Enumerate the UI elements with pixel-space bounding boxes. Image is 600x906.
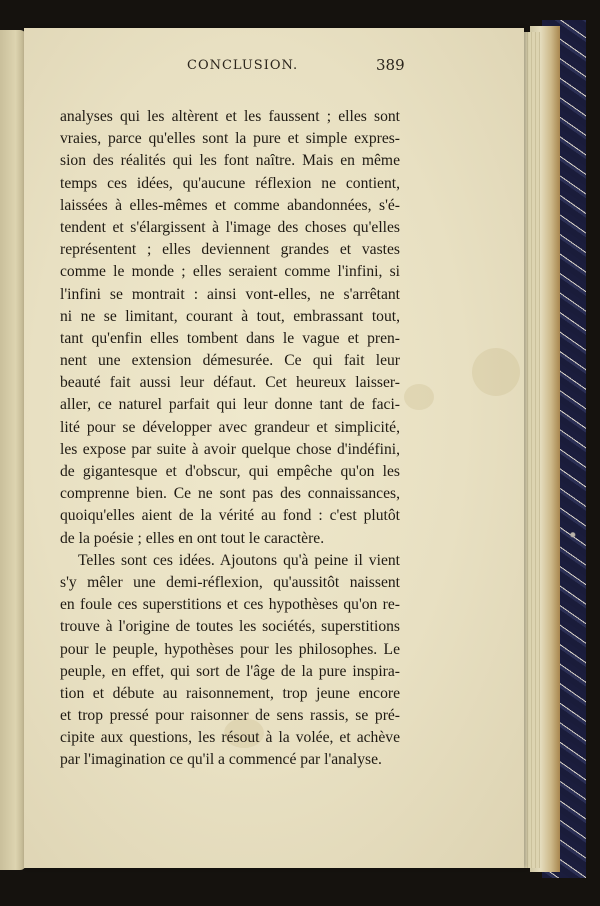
text-line: trouve à l'origine de toutes les sociétés, superstitions bbox=[60, 618, 400, 636]
left-page-edge bbox=[0, 30, 26, 870]
text-line: représentent ; elles deviennent grandes et vastes bbox=[60, 241, 400, 259]
body-text bbox=[60, 106, 400, 772]
text-line: comprenne bien. Ce ne sont pas des connaissances, bbox=[60, 485, 400, 503]
text-line: tion et débute au raisonnement, trop jeune encore bbox=[60, 684, 400, 702]
text-line: s'y mêler une demi-réflexion, qu'aussitôt naissent bbox=[60, 573, 400, 591]
page-number: 389 bbox=[376, 56, 405, 74]
text-line: en foule ces superstitions et ces hypothèses qu'on re- bbox=[60, 596, 400, 614]
text-line: laissées à elles-mêmes et comme abandonnées, s'é- bbox=[60, 196, 400, 214]
text-line: l'infini se montrait : ainsi vont-elles, ne s'arrêtant bbox=[60, 285, 400, 303]
text-line: par l'imagination ce qu'il a commencé par l'analyse. bbox=[60, 751, 382, 769]
text-line: tant qu'enfin elles tombent dans le vague et pren- bbox=[60, 329, 400, 347]
text-line: tendent et s'élargissent à l'image des choses qu'elles bbox=[60, 218, 400, 236]
text-line: cipite aux questions, les résout à la volée, et achève bbox=[60, 729, 400, 747]
running-title: CONCLUSION. bbox=[187, 58, 299, 73]
foxing-stain bbox=[472, 348, 520, 396]
text-line: Telles sont ces idées. Ajoutons qu'à peine il vient bbox=[78, 551, 400, 569]
text-line: aller, ce naturel parfait qui leur donne tant de faci- bbox=[60, 396, 400, 414]
text-line: temps ces idées, qu'aucune réflexion ne contient, bbox=[60, 174, 400, 192]
text-line: et trop pressé pour raisonner de sens rassis, se pré- bbox=[60, 707, 400, 725]
text-line: lité pour se développer avec grandeur et simplicité, bbox=[60, 418, 400, 436]
page-header bbox=[0, 58, 600, 84]
text-line: pour le peuple, hypothèses pour les philosophes. Le bbox=[60, 640, 400, 658]
text-line: ni ne se limitant, courant à tout, embrassant tout, bbox=[60, 307, 400, 325]
text-line: vraies, parce qu'elles sont la pure et simple expres- bbox=[60, 130, 400, 148]
text-line: sion des réalités qui les font naître. Mais en même bbox=[60, 152, 400, 170]
text-line: de gigantesque et d'obscur, qui empêche qu'on les bbox=[60, 463, 400, 480]
text-line: analyses qui les altèrent et les faussent ; elles sont bbox=[60, 108, 400, 125]
text-line: nent une extension démesurée. Ce qui fait leur bbox=[60, 352, 400, 370]
text-line: quoiqu'elles aient de la vérité au fond : c'est plutôt bbox=[60, 507, 400, 525]
text-line: les expose par suite à avoir quelque chose d'indéfini, bbox=[60, 440, 400, 458]
foxing-stain bbox=[404, 384, 434, 410]
text-line: de la poésie ; elles en ont tout le caractère. bbox=[60, 529, 325, 547]
text-line: peuple, en effet, qui sort de l'âge de la pure inspira- bbox=[60, 662, 400, 680]
text-line: comme le monde ; elles seraient comme l'infini, si bbox=[60, 263, 400, 281]
text-line: beauté fait aussi leur défaut. Cet heureux laisser- bbox=[60, 374, 400, 392]
